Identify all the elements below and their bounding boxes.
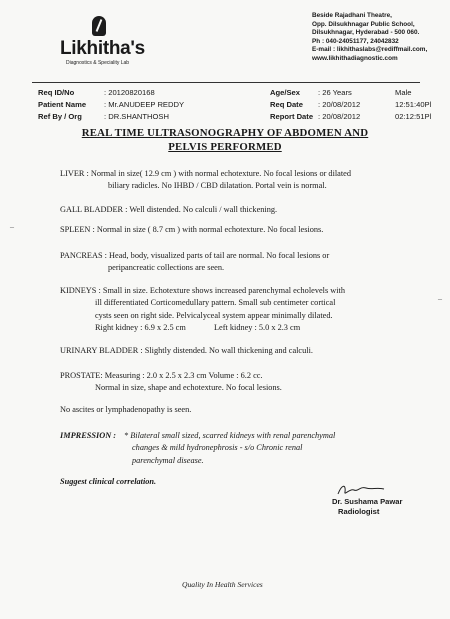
clinical-correlation-note: Suggest clinical correlation. [60,477,157,486]
req-date-label: Req Date [270,100,303,109]
margin-tick: – [438,294,442,303]
signature-scribble [336,482,386,498]
footer-tagline: Quality In Health Services [182,580,263,589]
urinary-bladder-finding: URINARY BLADDER : Slightly distended. No wall thickening and calculi. [60,346,313,355]
radiologist-title: Radiologist [338,507,380,516]
lab-logo-subtitle: Diagnostics & Speciality Lab [66,60,130,66]
address-line: Dilsukhnagar, Hyderabad - 500 060. [312,29,420,37]
patient-name-value: : Mr.ANUDEEP REDDY [104,100,185,109]
ascites-finding: No ascites or lymphadenopathy is seen. [60,405,192,414]
pancreas-finding: PANCREAS : Head, body, visualized parts of tail are normal. No focal lesions or peripancreatic collections are seen. [60,251,330,273]
prostate-finding: PROSTATE: Measuring : 2.0 x 2.5 x 2.3 cm Volume : 6.2 cc. Normal in size, shape and echotexture. No focal lesions. [60,371,282,393]
logo-icon [92,16,106,36]
req-date-value: : 20/08/2012 [318,100,361,109]
radiologist-name: Dr. Sushama Pawar [332,497,403,506]
kidneys-finding: KIDNEYS : Small in size. Echotexture shows increased parenchymal echolevels with ill differentiated Corticomedullary pattern. Small sub centimeter cortical cysts seen on right side. Pelvicalyceal system appear minimally dilated. Right kidney : 6.9 x 2.5 cm Left kidney : 5.0 x 2.3 cm [60,286,346,332]
address-line: Ph : 040-24051177, 24042832 [312,37,399,45]
address-line: www.likhithadiagnostic.com [312,54,398,62]
ref-by-label: Ref By / Org [38,112,82,121]
patient-name-label: Patient Name [38,100,87,109]
right-kidney-size: Right kidney : 6.9 x 2.5 cm [95,322,186,332]
lab-address-block [312,12,427,64]
report-date-value: : 20/08/2012 [318,112,361,121]
spleen-finding: SPLEEN : Normal in size ( 8.7 cm ) with normal echotexture. No focal lesions. [60,225,324,234]
lab-logo-text: Likhitha's [60,38,145,59]
report-time-value: 02:12:51Pl [395,112,432,121]
impression-text: * Bilateral small sized, scarred kidneys with renal parenchymal changes & mild hydronephrosis - s/o Chronic renal parenchymal disease. [124,431,336,465]
ref-by-value: : DR.SHANTHOSH [104,112,169,121]
req-time-value: 12:51:40Pl [395,100,432,109]
header-divider [32,82,420,83]
impression-label: IMPRESSION : [60,431,117,440]
report-date-label: Report Date [270,112,314,121]
left-kidney-size: Left kidney : 5.0 x 2.3 cm [213,322,301,332]
report-title: REAL TIME ULTRASONOGRAPHY OF ABDOMEN AND [81,127,369,139]
address-line: Beside Rajadhani Theatre, [312,12,392,19]
address-line: Opp. Dilsukhnagar Public School, [312,20,415,28]
gall-bladder-finding: GALL BLADDER : Well distended. No calculi / wall thickening. [60,205,278,214]
age-value: : 26 Years [318,88,352,97]
req-id-value: : 20120820168 [104,88,155,97]
age-sex-label: Age/Sex [270,88,300,97]
address-line: E-mail : likhithaslabs@rediffmail.com, [312,46,428,54]
report-title-line2: PELVIS PERFORMED [168,141,282,153]
req-id-label: Req ID/No [38,88,75,97]
margin-tick: – [10,222,14,231]
liver-finding: LIVER : Normal in size( 12.9 cm ) with normal echotexture. No focal lesions or dilated biliary radicles. No IHBD / CBD dilatation. Portal vein is normal. [60,169,352,191]
sex-value: Male [395,88,412,97]
